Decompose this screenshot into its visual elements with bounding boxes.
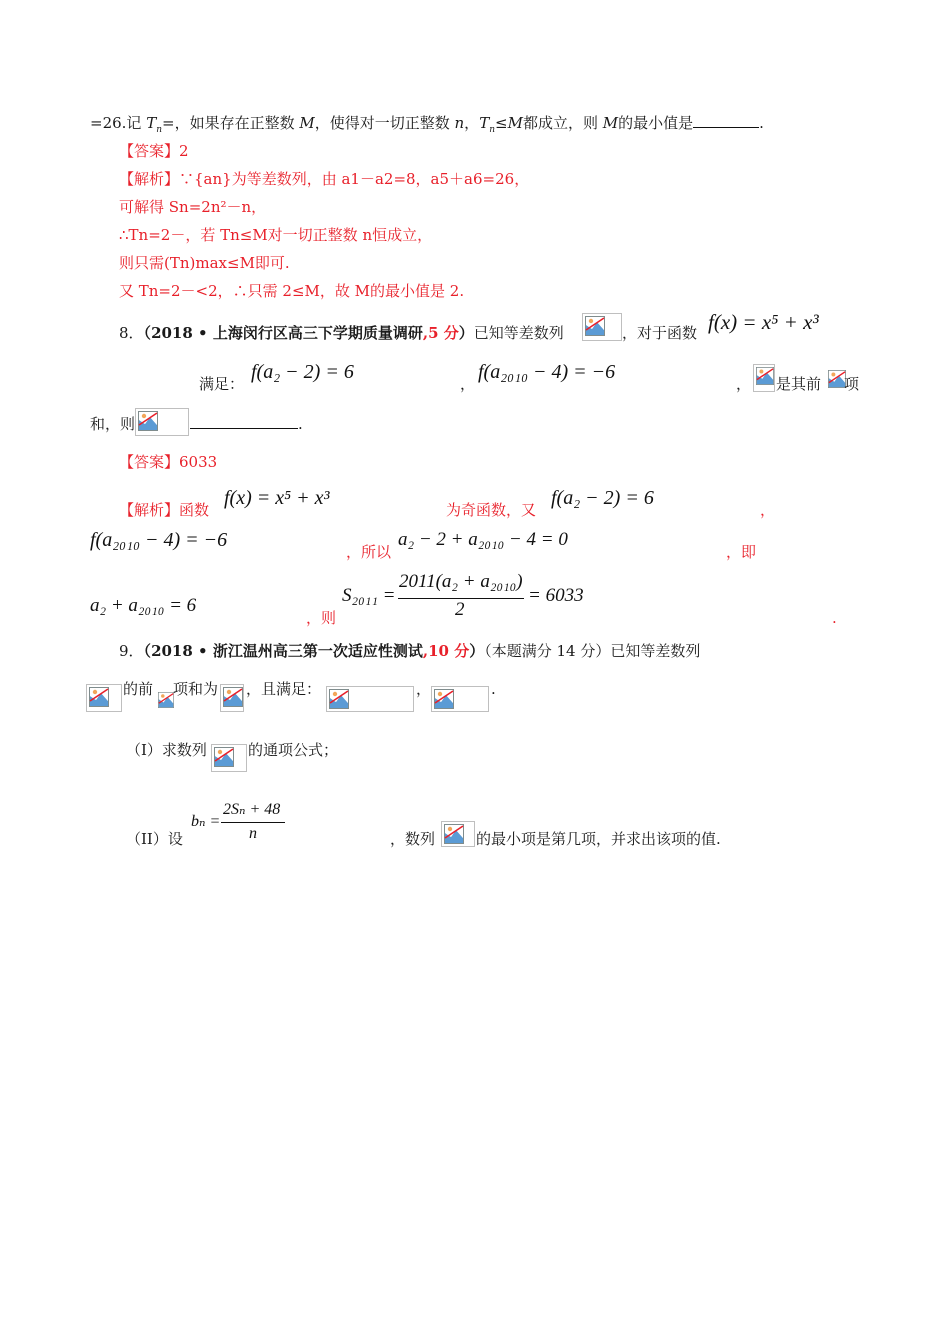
comma: ， — [760, 501, 776, 519]
analysis-function-formula: f(x) = x⁵ + x³ — [224, 487, 330, 509]
broken-image-icon — [220, 684, 244, 712]
broken-image-icon — [582, 313, 622, 341]
question-score: 5 分 — [428, 324, 459, 342]
broken-image-icon — [86, 684, 122, 712]
sum-numerator: 2011(a₂ + a₂₀₁₀) — [399, 571, 523, 592]
answer-value: 2 — [179, 142, 189, 160]
question-number: 9． — [119, 642, 144, 660]
function-formula: f(x) = x⁵ + x³ — [708, 310, 819, 334]
sum-lhs: S₂₀₁₁ = — [342, 585, 396, 606]
q8-text-xiang: 项 — [844, 375, 860, 393]
q9-text-sum: 项和为 — [173, 680, 219, 698]
q8-heading: 8．（2018 • 上海闵行区高三下学期质量调研,5 分）已知等差数列 — [119, 324, 564, 342]
answer-blank — [693, 113, 759, 128]
q8-text-func: ，对于函数 — [622, 324, 698, 342]
question-score: 10 分 — [428, 642, 470, 660]
q8-analysis-so: ，所以 — [346, 543, 392, 561]
broken-image-icon — [431, 686, 489, 712]
comma: ， — [736, 375, 752, 393]
q8-analysis-ie: ，即 — [726, 543, 757, 561]
condition-2: f(a₂₀₁₀ − 4) = −6 — [478, 361, 616, 383]
question-source: 2018 • 上海闵行区高三下学期质量调研 — [151, 324, 423, 342]
bn-numerator: 2Sₙ + 48 — [223, 801, 281, 818]
q7-analysis-4: 则只需(Tn)max≤M即可. — [119, 254, 290, 272]
q9-part-1-end: 的通项公式； — [248, 741, 339, 759]
broken-image-icon — [326, 686, 414, 712]
q7-analysis-1: 【解析】∵{an}为等差数列，由 a1－a2=8，a5＋a6=26， — [119, 170, 530, 188]
answer-value: 6033 — [179, 453, 218, 471]
answer-tag: 【答案】 — [119, 453, 180, 471]
question-number: 8． — [119, 324, 144, 342]
analysis-equation-2: a₂ + a₂₀₁₀ = 6 — [90, 595, 197, 616]
analysis-condition-2: f(a₂₀₁₀ − 4) = −6 — [90, 529, 228, 551]
period: . — [491, 680, 496, 698]
q8-text-sum: 是其前 — [776, 375, 822, 393]
q8-line-3: 和，则 — [90, 415, 136, 433]
broken-image-icon — [826, 368, 844, 388]
broken-image-icon — [135, 408, 189, 436]
q7-analysis-5: 又 Tn=2－<2，∴只需 2≤M，故 M的最小值是 2. — [119, 282, 465, 300]
period: . — [832, 609, 837, 627]
broken-image-icon — [211, 744, 247, 772]
bn-lhs: bₙ = — [191, 813, 221, 830]
sum-denominator: 2 — [455, 599, 465, 620]
analysis-tag: 【解析】 — [119, 170, 180, 188]
q8-analysis-then: ，则 — [306, 609, 337, 627]
q9-part-2-end: 的最小项是第几项，并求出该项的值. — [476, 830, 721, 848]
q7-analysis-2: 可解得 Sn=2n²－n， — [119, 198, 267, 216]
broken-image-icon — [753, 364, 775, 392]
q9-heading: 9．（2018 • 浙江温州高三第一次适应性测试,10 分）（本题满分 14 分）已知等差数列 — [119, 642, 701, 660]
q8-analysis-1: 【解析】函数 — [119, 501, 210, 519]
q9-part-1: （I）求数列 — [126, 741, 207, 759]
q9-text-qian: 的前 — [123, 680, 154, 698]
condition-1: f(a₂ − 2) = 6 — [251, 361, 354, 383]
q7-answer — [119, 141, 189, 161]
q8-satisfy: 满足： — [199, 375, 245, 393]
analysis-condition-1: f(a₂ − 2) = 6 — [551, 487, 654, 509]
sum-result: = 6033 — [528, 585, 584, 606]
analysis-tag: 【解析】 — [119, 501, 180, 519]
analysis-equation-1: a₂ − 2 + a₂₀₁₀ − 4 = 0 — [398, 529, 568, 550]
answer-blank: . — [190, 414, 303, 434]
q7-line1: =26.记 $T_n=$，如果存在正整数 M，使得对一切正整数 n，$T_n\le M$都成立，则 M的最小值是 . — [90, 114, 764, 135]
broken-image-icon — [441, 821, 475, 847]
fraction-bar — [221, 822, 285, 823]
q8-analysis-odd: 为奇函数，又 — [446, 501, 537, 519]
answer-tag: 【答案】 — [119, 142, 180, 160]
comma: ， — [460, 375, 476, 393]
comma: ， — [416, 680, 432, 698]
broken-image-icon — [156, 690, 172, 708]
q9-part-2-mid: ，数列 — [390, 830, 436, 848]
q7-analysis-3: ∴Tn=2－，若 Tn≤M对一切正整数 n恒成立， — [119, 226, 433, 244]
q8-answer — [119, 452, 217, 472]
question-source: 2018 • 浙江温州高三第一次适应性测试 — [151, 642, 423, 660]
q9-part-2: （II）设 — [126, 830, 183, 848]
bn-denominator: n — [249, 825, 257, 842]
q9-text-satisfy: ，且满足： — [246, 680, 322, 698]
